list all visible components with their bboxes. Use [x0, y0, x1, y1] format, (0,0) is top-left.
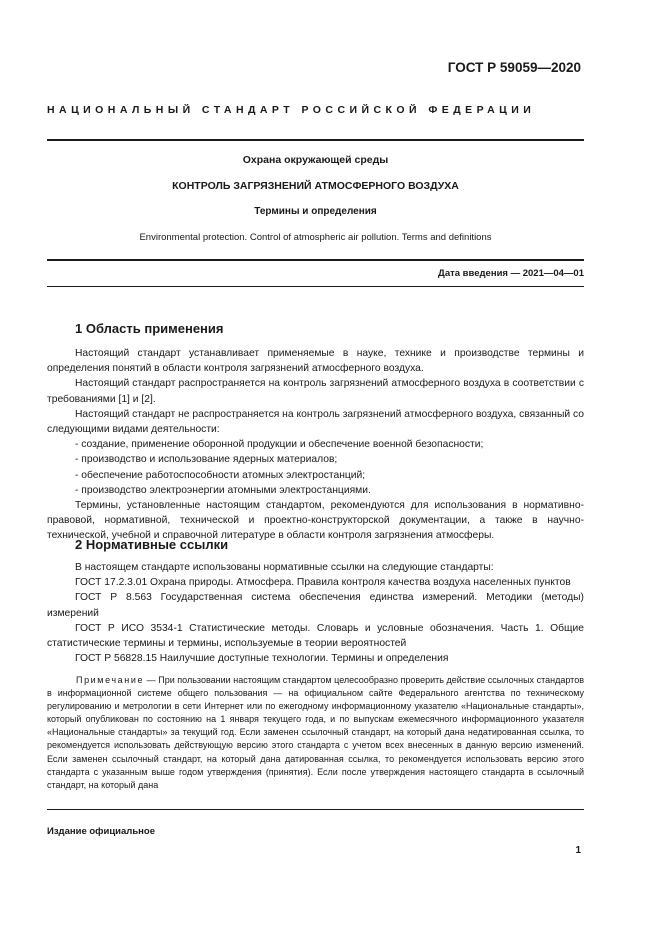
section-1-paragraph-4: Термины, установленные настоящим стандартом, рекомендуются для использования в нормативно-правовой, нормативной, технической и проектно-конструкторской документации, а также в научно-технической, учебной и справочной литературе в области контроля загрязнения атмосферы. — [47, 500, 584, 542]
title-bottom-rule — [47, 259, 584, 261]
title-line-3: Термины и определения — [254, 206, 377, 217]
list-item: - производство электроэнергии атомными электростанциями. — [75, 484, 371, 496]
note-text: — При пользовании настоящим стандартом целесообразно проверить действие ссылочных стандартов в информационной системе общего пользования — на официальном сайте Федерального агентства по техническому регулированию и метрологии в сети Интернет или по ежегодному информационному указателю «Национальные стандарты», который опубликован по состоянию на 1 января текущего года, и по выпускам ежемесячного информационного указателя «Национальные стандарты» за текущий год. Если заменен ссылочный стандарт, на который дана недатированная ссылка, то рекомендуется использовать действующую версию этого стандарта с учетом всех внесенных в данную версию изменений. Если заменен ссылочный стандарт, на который дана датированная ссылка, то рекомендуется использовать версию этого стандарта с указанным выше годом утверждения (принятия). Если после утверждения настоящего стандарта в ссылочный стандарт, на который дана — [47, 675, 584, 790]
footer-rule — [47, 809, 584, 810]
normative-reference: ГОСТ Р 8.563 Государственная система обеспечения единства измерений. Методики (методы) измерений — [47, 592, 584, 619]
section-2-intro: В настоящем стандарте использованы нормативные ссылки на следующие стандарты: — [75, 562, 494, 573]
section-2-body — [47, 560, 584, 666]
date-rule — [47, 286, 584, 287]
section-1-paragraph-1: Настоящий стандарт устанавливает применяемые в науке, технике и производстве термины и определения понятий в области контроля загрязнений атмосферного воздуха. — [47, 348, 584, 375]
title-line-2: КОНТРОЛЬ ЗАГРЯЗНЕНИЙ АТМОСФЕРНОГО ВОЗДУХА — [172, 180, 459, 192]
list-item: - обеспечение работоспособности атомных электростанций; — [75, 469, 366, 481]
english-title: Environmental protection. Control of atmospheric air pollution. Terms and definitions — [139, 232, 492, 243]
national-standard-title: НАЦИОНАЛЬНЫЙ СТАНДАРТ РОССИЙСКОЙ ФЕДЕРАЦИИ — [47, 104, 536, 116]
list-item: - производство и использование ядерных материалов; — [75, 454, 338, 466]
title-line-1: Охрана окружающей среды — [242, 154, 389, 166]
edition-label: Издание официальное — [47, 826, 155, 837]
normative-reference: ГОСТ Р 56828.15 Наилучшие доступные технологии. Термины и определения — [75, 653, 449, 665]
section-1-heading: 1 Область применения — [75, 321, 224, 336]
section-1-body — [47, 346, 584, 544]
section-2-heading: 2 Нормативные ссылки — [75, 537, 229, 552]
note-label: Примечание — [76, 675, 145, 685]
note-paragraph — [47, 674, 584, 792]
page-number: 1 — [575, 845, 581, 856]
normative-reference: ГОСТ 17.2.3.01 Охрана природы. Атмосфера. Правила контроля качества воздуха населенных пунктов — [75, 577, 571, 589]
normative-reference: ГОСТ Р ИСО 3534-1 Статистические методы. Словарь и условные обозначения. Часть 1. Общие статистические термины и термины, используемые в теории вероятностей — [47, 622, 584, 650]
note-block — [47, 674, 584, 792]
list-item: - создание, применение оборонной продукции и обеспечение военной безопасности; — [75, 439, 484, 451]
gost-number: ГОСТ Р 59059—2020 — [447, 60, 581, 75]
section-1-paragraph-2: Настоящий стандарт распространяется на контроль загрязнений атмосферного воздуха в соответствии с требованиями [1] и [2]. — [47, 378, 584, 405]
top-rule — [47, 139, 584, 141]
section-1-paragraph-3: Настоящий стандарт не распространяется на контроль загрязнений атмосферного воздуха, связанный со следующими видами деятельности: — [47, 408, 584, 436]
effective-date: Дата введения — 2021—04—01 — [438, 268, 584, 279]
